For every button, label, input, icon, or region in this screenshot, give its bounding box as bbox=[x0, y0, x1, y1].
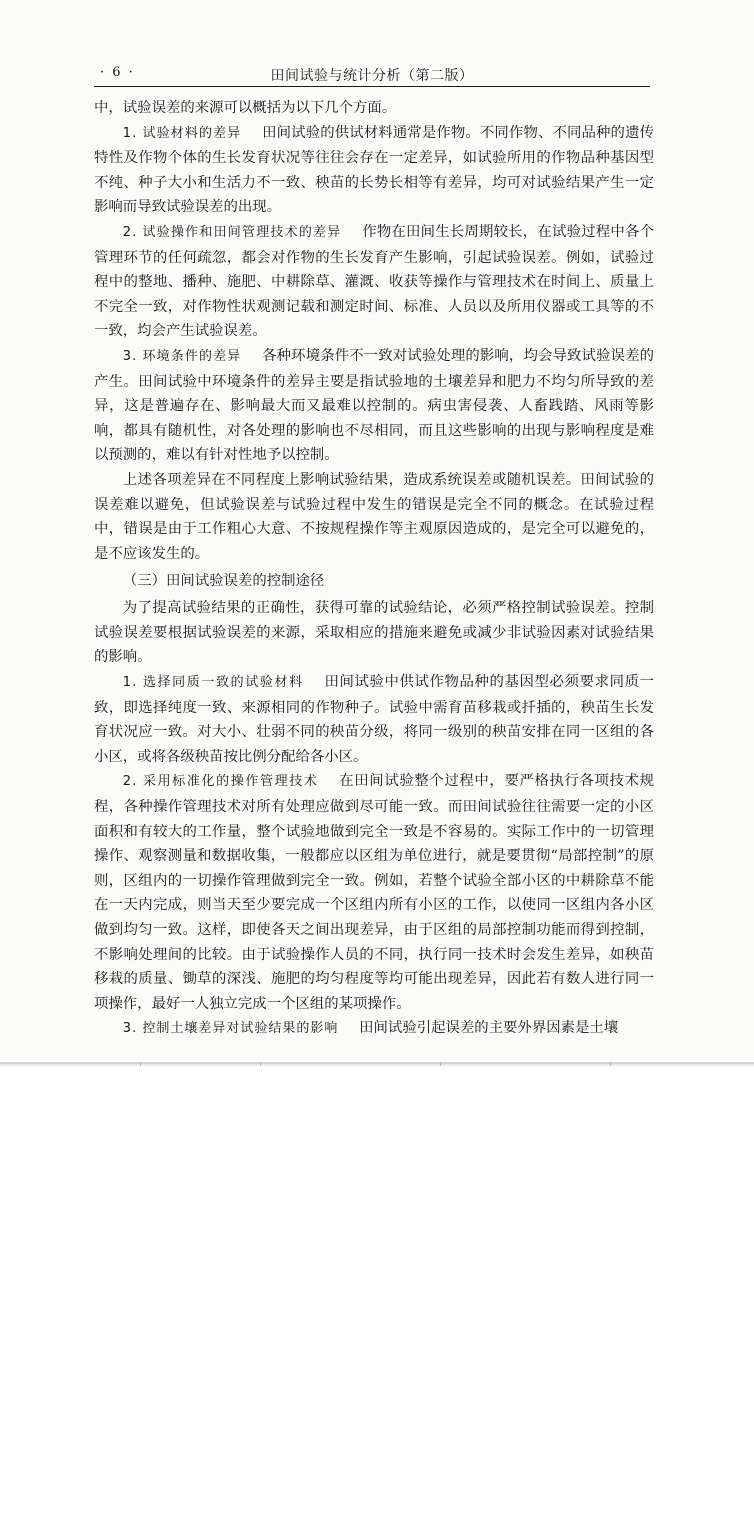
paragraph-error-summary: 上述各项差异在不同程度上影响试验结果，造成系统误差或随机误差。田间试验的误差难以避免，但试验误差与试验过程中发生的错误是完全不同的概念。在试验过程中，错误是由于工作粗心大意、不按规程操作等主观原因造成的，是完全可以避免的，是不应该发生的。 bbox=[94, 471, 654, 562]
paragraph-operation-difference bbox=[94, 220, 654, 344]
term-material-difference: 1. 试验材料的差异 bbox=[122, 125, 242, 141]
paragraph-text: 田间试验的供试材料通常是作物。不同作物、不同品种的遗传特性及作物个体的生长发育状况等往往会存在一定差异，如试验所用的作物品种基因型不纯、种子大小和生活力不一致、秧苗的长势长相等有差异，均可对试验结果产生一定影响而导致试验误差的出现。 bbox=[94, 124, 654, 216]
intro-paragraph: 中，试验误差的来源可以概括为以下几个方面。 bbox=[94, 100, 397, 116]
paragraph-text: 在田间试验整个过程中，要严格执行各项技术规程，各种操作管理技术对所有处理应做到尽可能一致。而田间试验往往需要一定的小区面积和有较大的工作量，整个试验地做到完全一致是不容易的。实际工作中的一切管理操作、观察测量和数据收集，一般都应以区组为单位进行，就是要贯彻“局部控制”的原则，区组内的一切操作管理做到完全一致。例如，若整个试验全部小区的中耕除草不能在一天内完成，则当天至少要完成一个区组内所有小区的工作，以使同一区组内各小区做到均匀一致。这样，即使各天之间出现差异，由于区组的局部控制功能而得到控制，不影响处理间的比较。由于试验操作人员的不同，执行同一技术时会发生差异，如秧苗移栽的质量、锄草的深浅、施肥的均匀程度等均可能出现差异，因此若有数人进行同一项操作，最好一人独立完成一个区组的某项操作。 bbox=[94, 773, 654, 1012]
page-number: · 6 · bbox=[100, 65, 135, 80]
page-header bbox=[94, 62, 650, 87]
paragraph-material-difference bbox=[94, 121, 654, 220]
term-uniform-material: 1. 选择同质一致的试验材料 bbox=[122, 675, 304, 691]
paragraph-text: 田间试验引起误差的主要外界因素是土壤 bbox=[359, 1020, 619, 1037]
paragraph-text: 各种环境条件不一致对试验处理的影响，均会导致试验误差的产生。田间试验中环境条件的差异主要是指试验地的土壤差异和肥力不均匀所导致的差异，这是普遍存在、影响最大而又最难以控制的。病虫害侵袭、人畜践踏、风雨等影响，都具有随机性，对各处理的影响也不尽相同，而且这些影响的出现与影响程度是难以预测的，难以有针对性地予以控制。 bbox=[94, 347, 654, 464]
term-soil-difference: 3. 控制土壤差异对试验结果的影响 bbox=[122, 1021, 339, 1037]
running-title: 田间试验与统计分析（第二版） bbox=[270, 68, 474, 84]
paragraph-standard-operation bbox=[94, 769, 654, 1016]
paragraph-uniform-material bbox=[94, 670, 654, 769]
term-environment-difference: 3. 环境条件的差异 bbox=[122, 348, 242, 364]
body-text bbox=[94, 96, 654, 1042]
paragraph-text: 作物在田间生长周期较长，在试验过程中各个管理环节的任何疏忽，都会对作物的生长发育产生影响，引起试验误差。例如，试验过程中的整地、播种、施肥、中耕除草、灌溉、收获等操作与管理技术在时间上、质量上不完全一致，对作物性状观测记载和测定时间、标准、人员以及所用仪器或工具等的不一致，均会产生试验误差。 bbox=[94, 223, 654, 340]
term-standard-operation: 2. 采用标准化的操作管理技术 bbox=[122, 774, 319, 790]
term-operation-difference: 2. 试验操作和田间管理技术的差异 bbox=[122, 224, 342, 240]
blank-scan-area bbox=[0, 1066, 754, 1540]
paragraph-soil-difference bbox=[94, 1016, 654, 1042]
section-heading: （三）田间试验误差的控制途径 bbox=[122, 573, 325, 590]
paragraph-control-intro: 为了提高试验结果的正确性，获得可靠的试验结论，必须严格控制试验误差。控制试验误差要根据试验误差的来源，采取相应的措施来避免或减少非试验因素对试验结果的影响。 bbox=[94, 600, 654, 666]
paragraph-text: 田间试验中供试作物品种的基因型必须要求同质一致，即选择纯度一致、来源相同的作物种子。试验中需育苗移栽或扦插的，秧苗生长发育状况应一致。对大小、壮弱不同的秧苗分级，将同一级别的秧苗安排在同一区组的各小区，或将各级秧苗按比例分配给各小区。 bbox=[94, 674, 654, 765]
paragraph-environment-difference bbox=[94, 344, 654, 468]
